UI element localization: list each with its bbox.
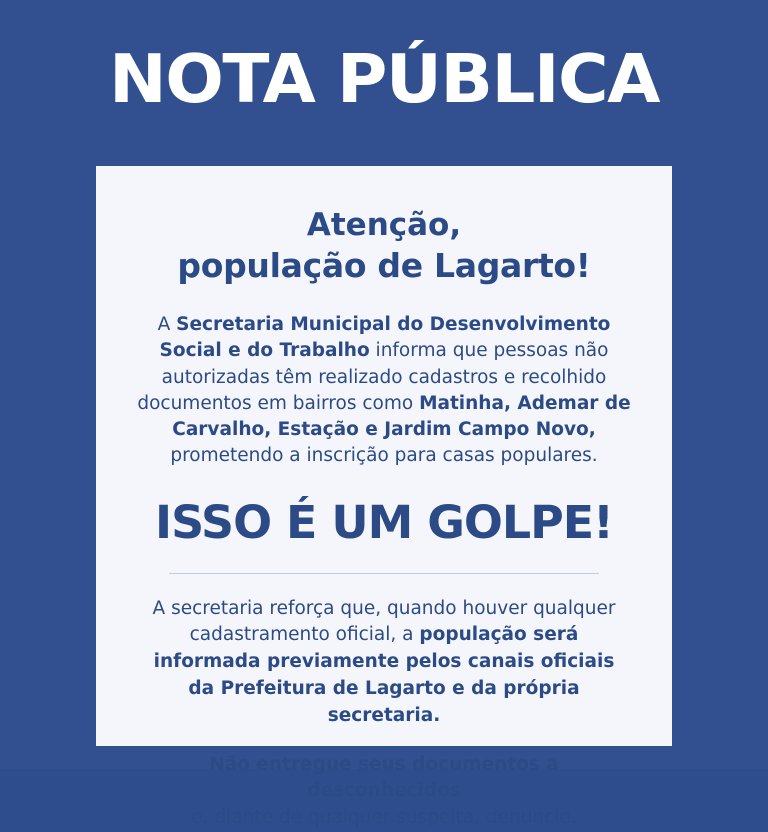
page-title: NOTA PÚBLICA [109, 40, 659, 118]
scam-alert-heading: ISSO É UM GOLPE! [155, 495, 613, 549]
closing-rest: e, diante de qualquer suspeita, denuncie. [191, 807, 577, 829]
attention-line-2: população de Lagarto! [177, 245, 591, 285]
reinforcement-bold-1: população será informada previamente pelos canais oficiais da Prefeitura de Lagarto e da própria secretaria. [153, 624, 615, 726]
attention-heading [132, 206, 636, 286]
body-segment-3: prometendo a inscrição para casas populares. [170, 445, 598, 467]
notice-card [96, 166, 672, 829]
body-segment-2: informa que pessoas não autorizadas têm realizado cadastros e recolhido documentos em bairros como [137, 340, 609, 414]
body-segment-1: A [157, 314, 177, 335]
attention-line-1: Atenção, [306, 207, 462, 243]
body-bold-2: Matinha, Ademar de Carvalho, Estação e Jardim Campo Novo, [172, 392, 631, 441]
reinforcement-segment-1: A secretaria reforça que, quando houver qualquer cadastramento oficial, a [152, 597, 616, 646]
reinforcement-paragraph [138, 596, 630, 730]
notice-body-paragraph [136, 312, 632, 470]
divider [169, 573, 599, 574]
closing-bold: Não entregue seus documentos a desconhecidos [209, 753, 559, 802]
body-bold-1: Secretaria Municipal do Desenvolvimento Social e do Trabalho [159, 314, 611, 362]
closing-paragraph [138, 752, 630, 832]
